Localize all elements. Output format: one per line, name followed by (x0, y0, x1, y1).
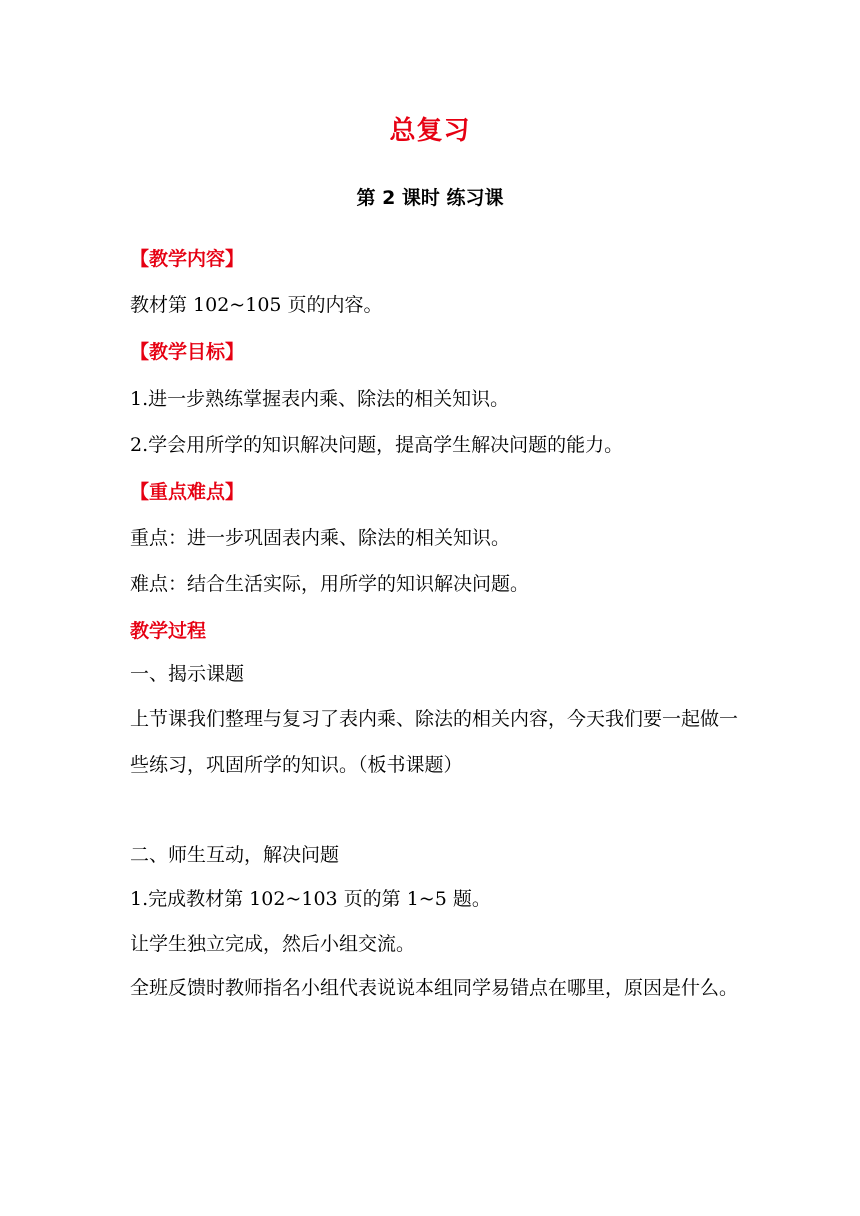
goal-item-2: 2.学会用所学的知识解决问题，提高学生解决问题的能力。 (130, 434, 624, 456)
heading-teaching-goals: 【教学目标】 (130, 341, 245, 363)
part2-item-2: 让学生独立完成，然后小组交流。 (130, 933, 416, 955)
goal-item-1: 1.进一步熟练掌握表内乘、除法的相关知识。 (130, 388, 510, 410)
heading-key-points: 【重点难点】 (130, 481, 245, 503)
part2-title: 二、师生互动，解决问题 (130, 844, 340, 866)
doc-title: 总复习 (389, 116, 471, 146)
part2-item-1: 1.完成教材第 102~103 页的第 1~5 题。 (130, 888, 491, 910)
part2-item-3: 全班反馈时教师指名小组代表说说本组同学易错点在哪里，原因是什么。 (130, 977, 739, 999)
part1-text: 上节课我们整理与复习了表内乘、除法的相关内容，今天我们要一起做一些练习，巩固所学的知识。（板书课题） (130, 708, 739, 776)
key-point-text: 重点：进一步巩固表内乘、除法的相关知识。 (130, 527, 511, 549)
part1-title: 一、揭示课题 (130, 663, 245, 685)
teaching-content-text: 教材第 102~105 页的内容。 (130, 294, 383, 316)
doc-subtitle: 第 2 课时 练习课 (356, 187, 504, 209)
heading-teaching-content: 【教学内容】 (130, 248, 245, 270)
heading-teaching-process: 教学过程 (130, 620, 207, 642)
difficulty-text: 难点：结合生活实际，用所学的知识解决问题。 (130, 573, 530, 595)
